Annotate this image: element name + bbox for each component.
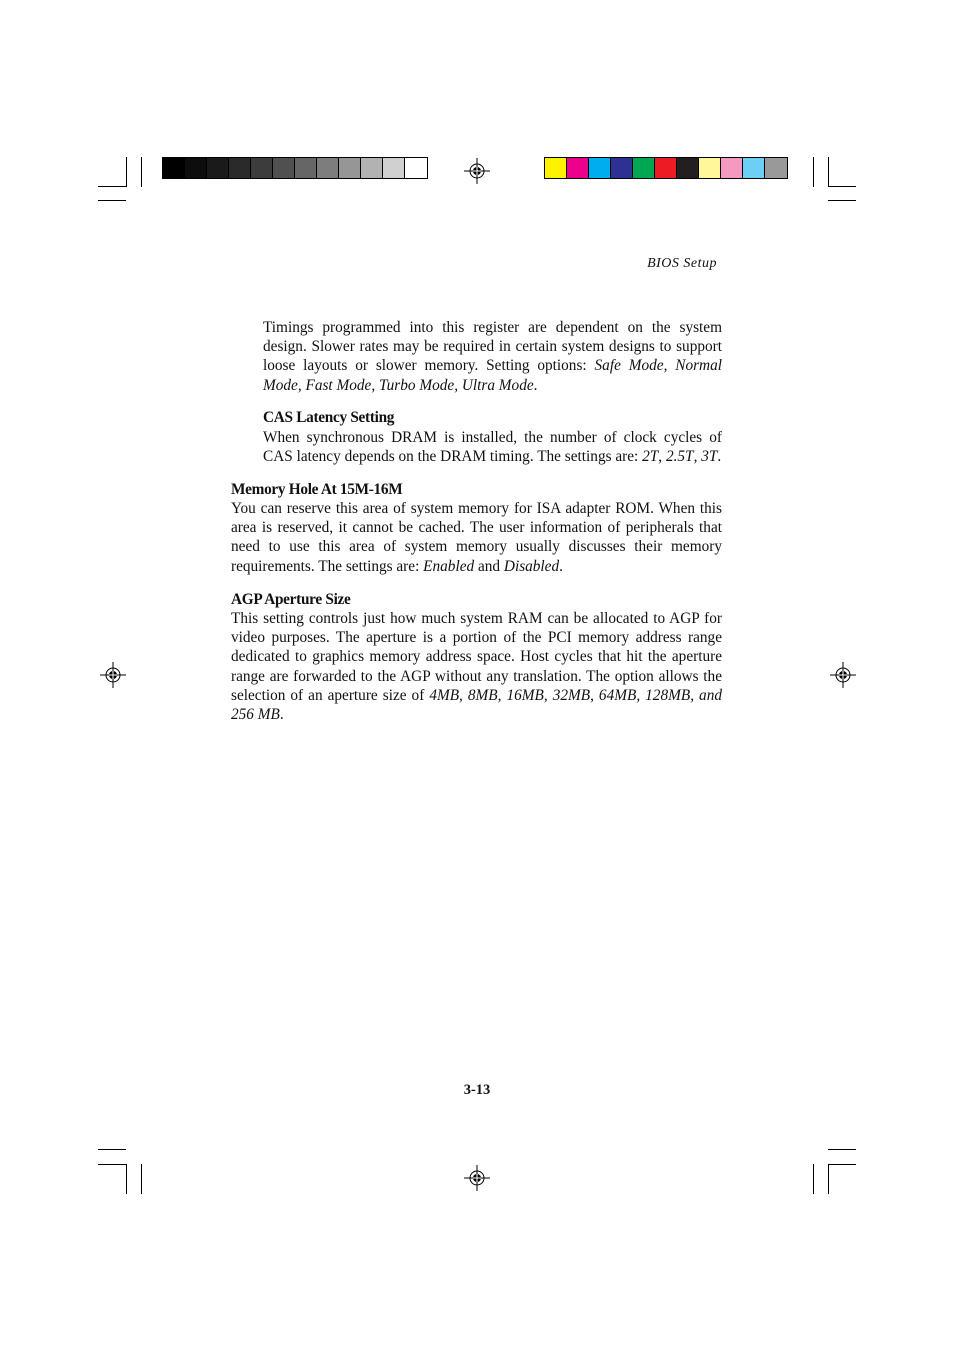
color-swatch bbox=[655, 158, 677, 178]
color-swatch bbox=[611, 158, 633, 178]
registration-mark-icon bbox=[464, 1165, 490, 1191]
color-swatch bbox=[361, 158, 383, 178]
process-color-calibration-bar bbox=[544, 157, 788, 179]
crop-mark bbox=[98, 1164, 126, 1165]
crop-mark bbox=[98, 1149, 126, 1150]
color-swatch bbox=[207, 158, 229, 178]
intro-paragraph: Timings programmed into this register are dependent on the system design. Slower rates may be required in certain system designs to support loose layouts or slower memory. Setting options: Safe Mode, Normal Mode, Fast Mode, Turbo Mode, Ultra Mode. bbox=[263, 319, 723, 394]
crop-mark bbox=[126, 157, 127, 187]
crop-mark bbox=[828, 1149, 856, 1150]
crop-mark bbox=[126, 1164, 127, 1194]
color-swatch bbox=[339, 158, 361, 178]
color-swatch bbox=[699, 158, 721, 178]
color-swatch bbox=[185, 158, 207, 178]
section-heading: Memory Hole At 15M-16M bbox=[231, 481, 403, 498]
crop-mark bbox=[828, 1164, 829, 1194]
color-swatch bbox=[251, 158, 273, 178]
registration-mark-icon bbox=[464, 158, 490, 184]
color-swatch bbox=[677, 158, 699, 178]
color-swatch bbox=[273, 158, 295, 178]
color-swatch bbox=[545, 158, 567, 178]
running-header: BIOS Setup bbox=[647, 256, 717, 271]
section-paragraph: When synchronous DRAM is installed, the number of clock cycles of CAS latency depends on the DRAM timing. The settings are: 2T, 2.5T, 3T. bbox=[263, 429, 722, 466]
crop-mark bbox=[141, 157, 142, 187]
color-swatch bbox=[163, 158, 185, 178]
crop-mark bbox=[813, 1164, 814, 1194]
registration-mark-icon bbox=[830, 662, 856, 688]
color-swatch bbox=[405, 158, 427, 178]
color-swatch bbox=[765, 158, 787, 178]
color-swatch bbox=[589, 158, 611, 178]
crop-mark bbox=[828, 157, 829, 187]
crop-mark bbox=[98, 186, 126, 187]
color-swatch bbox=[295, 158, 317, 178]
section-paragraph: This setting controls just how much system RAM can be allocated to AGP for video purposes. The aperture is a portion of the PCI memory address range dedicated to graphics memory address space. Host cycles that hit the aperture range are forwarded to the AGP without any translation. The option allows the selection of an aperture size of 4MB, 8MB, 16MB, 32MB, 64MB, 128MB, and 256 MB. bbox=[231, 610, 722, 724]
grayscale-calibration-bar bbox=[162, 157, 428, 179]
color-swatch bbox=[317, 158, 339, 178]
color-swatch bbox=[743, 158, 765, 178]
color-swatch bbox=[567, 158, 589, 178]
page-number: 3-13 bbox=[463, 1082, 491, 1098]
crop-mark bbox=[828, 1164, 856, 1165]
color-swatch bbox=[633, 158, 655, 178]
section-heading: AGP Aperture Size bbox=[231, 591, 351, 608]
crop-mark bbox=[813, 157, 814, 187]
section-heading: CAS Latency Setting bbox=[263, 409, 395, 426]
color-swatch bbox=[383, 158, 405, 178]
color-swatch bbox=[229, 158, 251, 178]
crop-mark bbox=[98, 200, 126, 201]
registration-mark-icon bbox=[100, 662, 126, 688]
crop-mark bbox=[141, 1164, 142, 1194]
crop-mark bbox=[828, 200, 856, 201]
crop-mark bbox=[828, 186, 856, 187]
section-paragraph: You can reserve this area of system memory for ISA adapter ROM. When this area is reserved, it cannot be cached. The user information of peripherals that need to use this area of system memory usually discusses their memory requirements. The settings are: Enabled and Disabled. bbox=[231, 500, 722, 575]
color-swatch bbox=[721, 158, 743, 178]
